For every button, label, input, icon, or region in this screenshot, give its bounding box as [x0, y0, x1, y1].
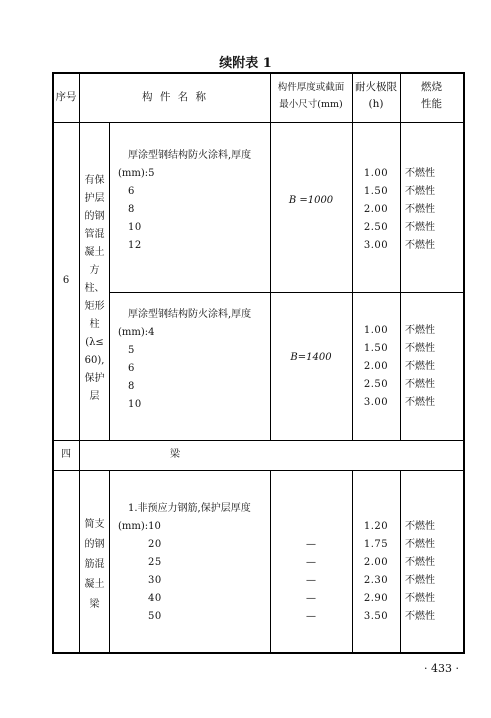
group1-limit: 2.50 — [363, 222, 389, 233]
row6-category-line: 护层 — [84, 193, 105, 204]
row6-category-line: 柱 — [89, 319, 100, 330]
group1-description — [118, 147, 270, 255]
group2-limits — [352, 322, 400, 412]
group2-burn-value: 不燃性 — [405, 397, 435, 408]
row6-category-line: 60), — [84, 355, 105, 366]
group1-burn-value: 不燃性 — [405, 240, 435, 251]
beam-size — [270, 518, 352, 536]
group2-thickness: 5 — [128, 345, 135, 356]
group2-desc-line2: (mm):4 — [118, 327, 155, 338]
beam-limit: 2.00 — [363, 557, 389, 568]
row6-bottom-rule — [52, 440, 464, 441]
group2-burn-value: 不燃性 — [405, 343, 435, 354]
beam-description — [118, 500, 270, 626]
row6-category-line: 有保 — [84, 175, 105, 186]
group1-limit: 1.50 — [363, 186, 389, 197]
beam-limits — [352, 518, 400, 626]
col-divider-category-row6 — [109, 123, 110, 440]
group2-limit: 3.00 — [363, 397, 389, 408]
beam-burn-value: 不燃性 — [405, 557, 435, 568]
header-name: 构 件 名 称 — [141, 91, 208, 103]
group1-thickness: 10 — [128, 222, 142, 233]
col-divider-category-beam — [109, 471, 110, 652]
beam-burn — [405, 518, 463, 626]
header-burn — [400, 79, 463, 113]
group-divider-rule — [109, 292, 464, 293]
row6-category-line: 的钢 — [84, 211, 105, 222]
row6-seq: 6 — [62, 275, 70, 286]
group1-limit: 1.00 — [363, 168, 389, 179]
table-title: 续附表 1 — [219, 56, 272, 71]
table-right-border — [463, 72, 465, 654]
beam-size: — — [306, 611, 316, 622]
row6-category-line: 方柱、 — [84, 265, 105, 294]
col-divider-burn-lower — [400, 471, 401, 652]
header-burn-line1: 燃烧 — [421, 81, 442, 93]
beam-thickness: 50 — [148, 611, 162, 622]
group1-thickness: 8 — [128, 204, 135, 215]
beam-category-line: 的钢 — [84, 539, 105, 550]
beam-burn-value: 不燃性 — [405, 521, 435, 532]
header-size — [270, 79, 352, 113]
group2-burn — [405, 322, 463, 412]
beam-size: — — [306, 593, 316, 604]
header-limit — [352, 79, 400, 113]
row6-category-line: 保护 — [84, 373, 105, 384]
row6-category-line: 矩形 — [84, 301, 105, 312]
table-bottom-border — [52, 652, 464, 654]
group1-burn-value: 不燃性 — [405, 168, 435, 179]
group2-limit: 1.00 — [363, 325, 389, 336]
beam-burn-value: 不燃性 — [405, 539, 435, 550]
header-size-line2: 最小尺寸(mm) — [279, 99, 343, 110]
group2-thickness: 6 — [128, 363, 135, 374]
beam-thickness: 40 — [148, 593, 162, 604]
group2-limit: 2.00 — [363, 361, 389, 372]
col-divider-size-upper — [270, 72, 271, 440]
group2-size: B=1400 — [290, 352, 332, 363]
row6-category — [80, 172, 109, 406]
group1-size: B =1000 — [288, 195, 334, 206]
group1-thickness: 12 — [128, 240, 142, 251]
header-limit-line2: (h) — [368, 98, 384, 110]
header-limit-line1: 耐火极限 — [355, 81, 397, 93]
beam-category-line: 梁 — [89, 599, 100, 610]
header-burn-line2: 性能 — [421, 98, 442, 110]
beam-category-line: 凝土 — [84, 579, 105, 590]
beam-limit: 1.20 — [363, 521, 389, 532]
group2-burn-value: 不燃性 — [405, 361, 435, 372]
group1-limit: 3.00 — [363, 240, 389, 251]
group1-thickness: 6 — [128, 186, 135, 197]
beam-limit: 2.30 — [363, 575, 389, 586]
row6-category-line: 层 — [89, 391, 100, 402]
beam-size: — — [306, 575, 316, 586]
header-bottom-rule — [52, 122, 464, 123]
group1-burn-value: 不燃性 — [405, 222, 435, 233]
section4-seq: 四 — [61, 449, 71, 460]
row6-category-line: 管混 — [84, 229, 105, 240]
section4-name: 梁 — [170, 449, 180, 460]
group1-burn-value: 不燃性 — [405, 204, 435, 215]
beam-category — [80, 515, 109, 615]
group1-limit: 2.00 — [363, 204, 389, 215]
group1-desc-line2: (mm):5 — [118, 168, 155, 179]
beam-category-line: 筋混 — [84, 559, 105, 570]
beam-thickness: 20 — [148, 539, 162, 550]
row6-category-line: 凝土 — [84, 247, 105, 258]
table-top-border — [52, 72, 464, 74]
header-seq: 序号 — [55, 91, 77, 103]
beam-desc-line2: (mm):10 — [118, 521, 161, 532]
group2-thickness: 8 — [128, 381, 135, 392]
group1-burn — [405, 165, 463, 255]
table-left-border — [52, 72, 54, 654]
beam-limit: 3.50 — [363, 611, 389, 622]
group2-burn-value: 不燃性 — [405, 325, 435, 336]
beam-size: — — [306, 539, 316, 550]
row6-category-line: (λ≤ — [85, 337, 104, 348]
beam-limit: 2.90 — [363, 593, 389, 604]
beam-size: — — [306, 557, 316, 568]
beam-thickness: 30 — [148, 575, 162, 586]
col-divider-burn-upper — [400, 72, 401, 440]
beam-thickness: 25 — [148, 557, 162, 568]
header-size-line1: 构件厚度或截面 — [277, 82, 345, 93]
group1-limits — [352, 165, 400, 255]
group1-burn-value: 不燃性 — [405, 186, 435, 197]
beam-desc-line1: 1.非预应力钢筋,保护层厚度 — [128, 503, 251, 514]
page-number: · 433 · — [424, 662, 459, 675]
group2-limit: 1.50 — [363, 343, 389, 354]
beam-sizes — [270, 518, 352, 626]
group2-desc-line1: 厚涂型钢结构防火涂料,厚度 — [128, 309, 252, 320]
group2-burn-value: 不燃性 — [405, 379, 435, 390]
group2-thickness: 10 — [128, 399, 142, 410]
group2-description — [118, 306, 270, 414]
beam-limit: 1.75 — [363, 539, 389, 550]
group1-desc-line1: 厚涂型钢结构防火涂料,厚度 — [128, 150, 252, 161]
beam-burn-value: 不燃性 — [405, 611, 435, 622]
group2-limit: 2.50 — [363, 379, 389, 390]
beam-burn-value: 不燃性 — [405, 593, 435, 604]
beam-burn-value: 不燃性 — [405, 575, 435, 586]
beam-category-line: 简支 — [84, 519, 105, 530]
section4-bottom-rule — [52, 470, 464, 471]
